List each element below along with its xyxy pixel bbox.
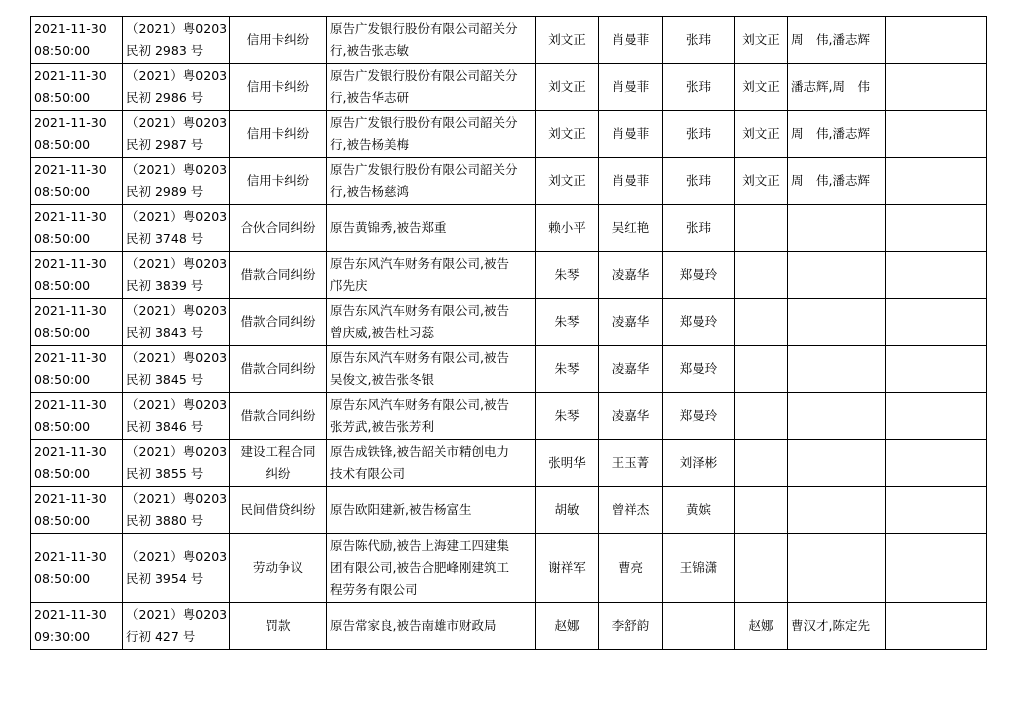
case-number-cell	[123, 111, 230, 158]
judge-cell	[536, 346, 599, 393]
case-cause-text: 借款合同纠纷	[240, 314, 316, 329]
parties-text: 原告欧阳建新,被告杨富生	[330, 502, 472, 517]
judge-cell	[536, 487, 599, 534]
remark-cell	[886, 603, 987, 650]
clerk-cell	[788, 346, 886, 393]
case-number-text: 民初 3846 号	[126, 419, 204, 434]
case-number-text: （2021）粤0203	[126, 607, 228, 622]
presiding-cell	[735, 158, 788, 205]
juror2-cell	[663, 440, 735, 487]
remark-cell	[886, 205, 987, 252]
case-cause-cell	[230, 205, 327, 252]
parties-text: 原告陈代励,被告上海建工四建集	[330, 538, 509, 553]
juror2-text: 郑曼玲	[679, 361, 718, 376]
clerk-text: 曹汉才,陈定先	[791, 618, 870, 633]
parties-text: 原告广发银行股份有限公司韶关分	[330, 68, 518, 83]
table-row	[31, 534, 987, 603]
case-number-text: （2021）粤0203	[126, 303, 228, 318]
judge-text: 赖小平	[548, 220, 586, 235]
presiding-cell	[735, 205, 788, 252]
hearing-time-cell	[31, 346, 123, 393]
case-number-text: 民初 2987 号	[126, 137, 204, 152]
presiding-cell	[735, 487, 788, 534]
case-cause-cell	[230, 64, 327, 111]
table-row	[31, 393, 987, 440]
hearing-time-text: 2021-11-30	[34, 21, 107, 36]
parties-text: 原告成铁锋,被告韶关市精创电力	[330, 444, 509, 459]
parties-cell	[327, 111, 536, 158]
juror1-cell	[599, 534, 663, 603]
hearing-time-cell	[31, 252, 123, 299]
case-number-cell	[123, 158, 230, 205]
presiding-text: 赵娜	[748, 618, 774, 633]
clerk-cell	[788, 487, 886, 534]
case-cause-text: 纠纷	[265, 466, 291, 481]
juror1-text: 李舒韵	[611, 618, 650, 633]
hearing-time-text: 09:30:00	[34, 629, 91, 644]
remark-cell	[886, 440, 987, 487]
parties-text: 原告东风汽车财务有限公司,被告	[330, 397, 509, 412]
hearing-time-text: 08:50:00	[34, 513, 91, 528]
case-cause-text: 罚款	[265, 618, 291, 633]
table-row	[31, 64, 987, 111]
judge-cell	[536, 252, 599, 299]
juror2-cell	[663, 299, 735, 346]
hearing-time-text: 08:50:00	[34, 325, 91, 340]
hearing-time-text: 2021-11-30	[34, 397, 107, 412]
parties-cell	[327, 158, 536, 205]
remark-cell	[886, 17, 987, 64]
hearing-time-cell	[31, 64, 123, 111]
presiding-text: 刘文正	[742, 32, 780, 47]
case-cause-cell	[230, 393, 327, 440]
parties-text: 邝先庆	[330, 278, 368, 293]
parties-cell	[327, 64, 536, 111]
juror1-text: 凌嘉华	[611, 267, 650, 282]
clerk-cell	[788, 158, 886, 205]
clerk-cell	[788, 111, 886, 158]
juror2-text: 郑曼玲	[679, 314, 718, 329]
remark-cell	[886, 487, 987, 534]
court-schedule-table	[30, 16, 987, 650]
remark-cell	[886, 158, 987, 205]
hearing-time-text: 2021-11-30	[34, 68, 107, 83]
presiding-cell	[735, 346, 788, 393]
case-number-text: （2021）粤0203	[126, 549, 228, 564]
parties-text: 原告东风汽车财务有限公司,被告	[330, 256, 509, 271]
parties-text: 原告黄锦秀,被告郑重	[330, 220, 447, 235]
juror1-cell	[599, 205, 663, 252]
case-number-cell	[123, 299, 230, 346]
case-cause-text: 信用卡纠纷	[246, 126, 310, 141]
hearing-time-text: 08:50:00	[34, 90, 91, 105]
juror2-cell	[663, 393, 735, 440]
judge-text: 朱琴	[554, 361, 580, 376]
case-number-text: 民初 3845 号	[126, 372, 204, 387]
hearing-time-text: 08:50:00	[34, 137, 91, 152]
case-cause-cell	[230, 534, 327, 603]
juror2-cell	[663, 534, 735, 603]
case-number-cell	[123, 393, 230, 440]
juror2-text: 张玮	[685, 173, 711, 188]
presiding-cell	[735, 252, 788, 299]
remark-cell	[886, 64, 987, 111]
case-number-text: （2021）粤0203	[126, 397, 228, 412]
case-cause-text: 信用卡纠纷	[246, 32, 310, 47]
juror1-cell	[599, 158, 663, 205]
hearing-time-text: 2021-11-30	[34, 115, 107, 130]
juror1-text: 凌嘉华	[611, 408, 650, 423]
table-row	[31, 17, 987, 64]
presiding-cell	[735, 111, 788, 158]
parties-text: 原告东风汽车财务有限公司,被告	[330, 303, 509, 318]
juror2-text: 张玮	[685, 220, 711, 235]
judge-cell	[536, 17, 599, 64]
parties-text: 技术有限公司	[330, 466, 406, 481]
parties-cell	[327, 393, 536, 440]
hearing-time-text: 08:50:00	[34, 43, 91, 58]
clerk-cell	[788, 393, 886, 440]
case-number-text: 民初 2983 号	[126, 43, 204, 58]
hearing-time-text: 08:50:00	[34, 184, 91, 199]
judge-text: 朱琴	[554, 408, 580, 423]
juror1-cell	[599, 393, 663, 440]
presiding-cell	[735, 64, 788, 111]
case-number-text: 民初 3954 号	[126, 571, 204, 586]
remark-cell	[886, 252, 987, 299]
clerk-cell	[788, 252, 886, 299]
table-row	[31, 299, 987, 346]
juror2-text: 刘泽彬	[679, 455, 718, 470]
judge-cell	[536, 64, 599, 111]
case-number-text: 民初 3880 号	[126, 513, 204, 528]
case-number-text: （2021）粤0203	[126, 350, 228, 365]
case-cause-text: 劳动争议	[252, 560, 303, 575]
case-cause-text: 借款合同纠纷	[240, 408, 316, 423]
table-row	[31, 603, 987, 650]
case-number-text: （2021）粤0203	[126, 256, 228, 271]
case-cause-text: 建设工程合同	[240, 444, 316, 459]
juror1-cell	[599, 440, 663, 487]
remark-cell	[886, 393, 987, 440]
hearing-time-cell	[31, 205, 123, 252]
parties-cell	[327, 346, 536, 393]
clerk-cell	[788, 603, 886, 650]
case-number-text: （2021）粤0203	[126, 444, 228, 459]
juror2-cell	[663, 205, 735, 252]
case-number-text: 民初 3748 号	[126, 231, 204, 246]
case-cause-cell	[230, 17, 327, 64]
case-number-text: 民初 2986 号	[126, 90, 204, 105]
parties-text: 原告广发银行股份有限公司韶关分	[330, 21, 518, 36]
hearing-time-text: 2021-11-30	[34, 549, 107, 564]
judge-cell	[536, 534, 599, 603]
clerk-cell	[788, 440, 886, 487]
parties-cell	[327, 205, 536, 252]
juror2-text: 郑曼玲	[679, 267, 718, 282]
parties-text: 行,被告华志研	[330, 90, 409, 105]
judge-cell	[536, 299, 599, 346]
case-number-text: （2021）粤0203	[126, 491, 228, 506]
remark-cell	[886, 346, 987, 393]
juror1-cell	[599, 64, 663, 111]
hearing-time-text: 08:50:00	[34, 466, 91, 481]
presiding-text: 刘文正	[742, 126, 780, 141]
presiding-cell	[735, 299, 788, 346]
parties-text: 原告广发银行股份有限公司韶关分	[330, 115, 518, 130]
case-cause-cell	[230, 603, 327, 650]
case-cause-text: 信用卡纠纷	[246, 173, 310, 188]
juror2-cell	[663, 346, 735, 393]
judge-text: 刘文正	[548, 173, 586, 188]
presiding-cell	[735, 534, 788, 603]
hearing-time-cell	[31, 158, 123, 205]
case-number-text: （2021）粤0203	[126, 115, 228, 130]
case-number-cell	[123, 346, 230, 393]
juror1-text: 曾祥杰	[611, 502, 650, 517]
case-number-text: （2021）粤0203	[126, 162, 228, 177]
case-number-cell	[123, 252, 230, 299]
parties-text: 吴俊文,被告张冬银	[330, 372, 434, 387]
case-number-cell	[123, 487, 230, 534]
judge-text: 刘文正	[548, 32, 586, 47]
table-row	[31, 205, 987, 252]
judge-text: 赵娜	[554, 618, 580, 633]
presiding-cell	[735, 603, 788, 650]
juror2-cell	[663, 111, 735, 158]
clerk-text: 周 伟,潘志辉	[791, 32, 870, 47]
hearing-time-text: 08:50:00	[34, 372, 91, 387]
juror2-cell	[663, 252, 735, 299]
judge-cell	[536, 111, 599, 158]
hearing-time-text: 2021-11-30	[34, 350, 107, 365]
juror1-text: 肖曼菲	[611, 126, 650, 141]
hearing-time-text: 2021-11-30	[34, 491, 107, 506]
juror2-text: 郑曼玲	[679, 408, 718, 423]
juror1-cell	[599, 111, 663, 158]
case-number-cell	[123, 205, 230, 252]
hearing-time-text: 2021-11-30	[34, 607, 107, 622]
hearing-time-text: 08:50:00	[34, 571, 91, 586]
case-cause-cell	[230, 440, 327, 487]
clerk-text: 周 伟,潘志辉	[791, 126, 870, 141]
juror1-cell	[599, 603, 663, 650]
parties-cell	[327, 17, 536, 64]
table-row	[31, 252, 987, 299]
parties-cell	[327, 299, 536, 346]
presiding-cell	[735, 440, 788, 487]
juror1-cell	[599, 487, 663, 534]
judge-cell	[536, 393, 599, 440]
parties-text: 行,被告杨慈鸿	[330, 184, 409, 199]
hearing-time-text: 08:50:00	[34, 278, 91, 293]
juror1-text: 吴红艳	[611, 220, 650, 235]
juror1-cell	[599, 346, 663, 393]
judge-text: 朱琴	[554, 314, 580, 329]
juror1-text: 肖曼菲	[611, 173, 650, 188]
case-cause-text: 信用卡纠纷	[246, 79, 310, 94]
judge-text: 刘文正	[548, 126, 586, 141]
parties-text: 原告常家良,被告南雄市财政局	[330, 618, 497, 633]
juror1-cell	[599, 252, 663, 299]
parties-cell	[327, 534, 536, 603]
juror1-text: 肖曼菲	[611, 79, 650, 94]
juror2-text: 张玮	[685, 32, 711, 47]
case-cause-cell	[230, 158, 327, 205]
case-cause-cell	[230, 487, 327, 534]
case-cause-cell	[230, 252, 327, 299]
case-number-text: 民初 3839 号	[126, 278, 204, 293]
clerk-text: 潘志辉,周 伟	[791, 79, 870, 94]
hearing-time-cell	[31, 111, 123, 158]
table-row	[31, 111, 987, 158]
clerk-text: 周 伟,潘志辉	[791, 173, 870, 188]
case-number-text: （2021）粤0203	[126, 21, 228, 36]
juror1-text: 曹亮	[617, 560, 643, 575]
presiding-text: 刘文正	[742, 173, 780, 188]
hearing-time-cell	[31, 487, 123, 534]
case-cause-cell	[230, 111, 327, 158]
hearing-time-text: 2021-11-30	[34, 256, 107, 271]
juror2-text: 张玮	[685, 79, 711, 94]
clerk-cell	[788, 17, 886, 64]
parties-text: 曾庆威,被告杜习蕊	[330, 325, 434, 340]
case-number-text: 民初 2989 号	[126, 184, 204, 199]
judge-cell	[536, 603, 599, 650]
judge-text: 胡敏	[554, 502, 580, 517]
parties-text: 行,被告张志敏	[330, 43, 409, 58]
parties-text: 程劳务有限公司	[330, 582, 418, 597]
remark-cell	[886, 534, 987, 603]
hearing-time-cell	[31, 440, 123, 487]
case-number-cell	[123, 603, 230, 650]
judge-text: 张明华	[548, 455, 586, 470]
case-cause-cell	[230, 346, 327, 393]
case-number-text: 民初 3855 号	[126, 466, 204, 481]
hearing-time-cell	[31, 393, 123, 440]
juror2-cell	[663, 603, 735, 650]
hearing-time-text: 08:50:00	[34, 419, 91, 434]
hearing-time-cell	[31, 603, 123, 650]
juror2-text: 黄嫔	[685, 502, 711, 517]
case-number-text: （2021）粤0203	[126, 68, 228, 83]
schedule-rows	[31, 17, 987, 650]
presiding-text: 刘文正	[742, 79, 780, 94]
parties-text: 行,被告杨美梅	[330, 137, 409, 152]
parties-cell	[327, 487, 536, 534]
judge-text: 朱琴	[554, 267, 580, 282]
case-cause-cell	[230, 299, 327, 346]
hearing-time-cell	[31, 534, 123, 603]
case-number-cell	[123, 440, 230, 487]
juror1-text: 肖曼菲	[611, 32, 650, 47]
judge-cell	[536, 205, 599, 252]
juror1-cell	[599, 17, 663, 64]
parties-cell	[327, 252, 536, 299]
case-number-text: 行初 427 号	[126, 629, 196, 644]
parties-text: 张芳武,被告张芳利	[330, 419, 434, 434]
presiding-cell	[735, 393, 788, 440]
hearing-time-text: 2021-11-30	[34, 162, 107, 177]
judge-text: 刘文正	[548, 79, 586, 94]
juror1-cell	[599, 299, 663, 346]
hearing-time-text: 08:50:00	[34, 231, 91, 246]
case-number-cell	[123, 64, 230, 111]
juror2-cell	[663, 64, 735, 111]
juror2-cell	[663, 158, 735, 205]
case-number-text: （2021）粤0203	[126, 209, 228, 224]
case-number-cell	[123, 17, 230, 64]
case-number-cell	[123, 534, 230, 603]
juror1-text: 凌嘉华	[611, 314, 650, 329]
case-cause-text: 合伙合同纠纷	[240, 220, 316, 235]
judge-cell	[536, 440, 599, 487]
table-row	[31, 487, 987, 534]
hearing-time-text: 2021-11-30	[34, 209, 107, 224]
clerk-cell	[788, 64, 886, 111]
parties-text: 原告东风汽车财务有限公司,被告	[330, 350, 509, 365]
juror2-text: 王锦潇	[679, 560, 718, 575]
parties-text: 原告广发银行股份有限公司韶关分	[330, 162, 518, 177]
judge-cell	[536, 158, 599, 205]
juror2-cell	[663, 17, 735, 64]
juror1-text: 王玉菁	[611, 455, 650, 470]
table-row	[31, 440, 987, 487]
table-row	[31, 346, 987, 393]
juror2-cell	[663, 487, 735, 534]
clerk-cell	[788, 534, 886, 603]
hearing-time-cell	[31, 17, 123, 64]
parties-cell	[327, 440, 536, 487]
parties-cell	[327, 603, 536, 650]
case-number-text: 民初 3843 号	[126, 325, 204, 340]
hearing-time-text: 2021-11-30	[34, 444, 107, 459]
clerk-cell	[788, 299, 886, 346]
judge-text: 谢祥军	[548, 560, 586, 575]
remark-cell	[886, 299, 987, 346]
remark-cell	[886, 111, 987, 158]
juror1-text: 凌嘉华	[611, 361, 650, 376]
table-row	[31, 158, 987, 205]
case-cause-text: 借款合同纠纷	[240, 267, 316, 282]
juror2-text: 张玮	[685, 126, 711, 141]
case-cause-text: 借款合同纠纷	[240, 361, 316, 376]
hearing-time-cell	[31, 299, 123, 346]
clerk-cell	[788, 205, 886, 252]
hearing-time-text: 2021-11-30	[34, 303, 107, 318]
presiding-cell	[735, 17, 788, 64]
case-cause-text: 民间借贷纠纷	[240, 502, 316, 517]
parties-text: 团有限公司,被告合肥峰刚建筑工	[330, 560, 509, 575]
